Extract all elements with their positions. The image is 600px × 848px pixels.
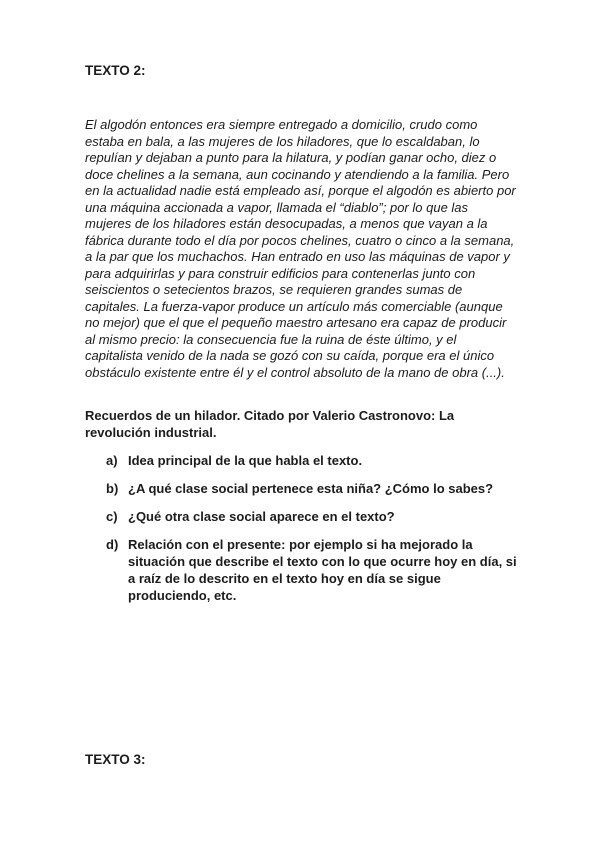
quote-paragraph: El algodón entonces era siempre entregado a domicilio, crudo como estaba en bala, a las mujeres de los hiladores, que lo escaldaban, lo repulían y dejaban a punto para la hilatura, y podían ganar ocho, diez o doce chelines a la semana, aun cocinando y atendiendo a la familia. Pero en la actualidad nadie está empleado así, porque el algodón es abierto por una máquina accionada a vapor, llamada el “diablo”; por lo que las mujeres de los hiladores están desocupadas, a menos que vayan a la fábrica durante todo el día por pocos chelines, cuatro o cinco a la semana, a la par que los muchachos. Han entrado en uso las máquinas de vapor y para adquirirlas y para construir edificios para contenerlas junto con seiscientos o setecientos brazos, se requieren grandes sumas de capitales. La fuerza-vapor produce un artículo más comerciable (aunque no mejor) que el que el pequeño maestro artesano era capaz de producir al mismo precio: la consecuencia fue la ruina de éste último, y el capitalista venido de la nada se gozó con su caída, porque era el único obstáculo existente entre él y el control absoluto de la mano de obra (...). <box>85 117 516 380</box>
question-text-b: ¿A qué clase social pertenece esta niña? ¿Cómo lo sabes? <box>128 481 494 496</box>
question-text-c: ¿Qué otra clase social aparece en el texto? <box>128 509 395 524</box>
questions-list <box>85 452 517 604</box>
question-label-b: b) <box>106 481 119 496</box>
question-item-c <box>85 508 517 525</box>
question-item-b <box>85 480 517 497</box>
question-text-d: Relación con el presente: por ejemplo si ha mejorado la situación que describe el texto con lo que ocurre hoy en día, si a raíz de lo descrito en el texto hoy en día se sigue produciendo, etc. <box>128 537 517 603</box>
question-label-d: d) <box>106 537 119 552</box>
texto2-heading: TEXTO 2: <box>85 63 146 78</box>
question-text-a: Idea principal de la que habla el texto. <box>128 453 363 468</box>
question-label-c: c) <box>106 509 118 524</box>
texto3-heading: TEXTO 3: <box>85 752 146 767</box>
question-item-d <box>85 536 517 604</box>
question-item-a <box>85 452 517 469</box>
question-label-a: a) <box>106 453 118 468</box>
citation: Recuerdos de un hilador. Citado por Valerio Castronovo: La revolución industrial. <box>85 408 455 440</box>
